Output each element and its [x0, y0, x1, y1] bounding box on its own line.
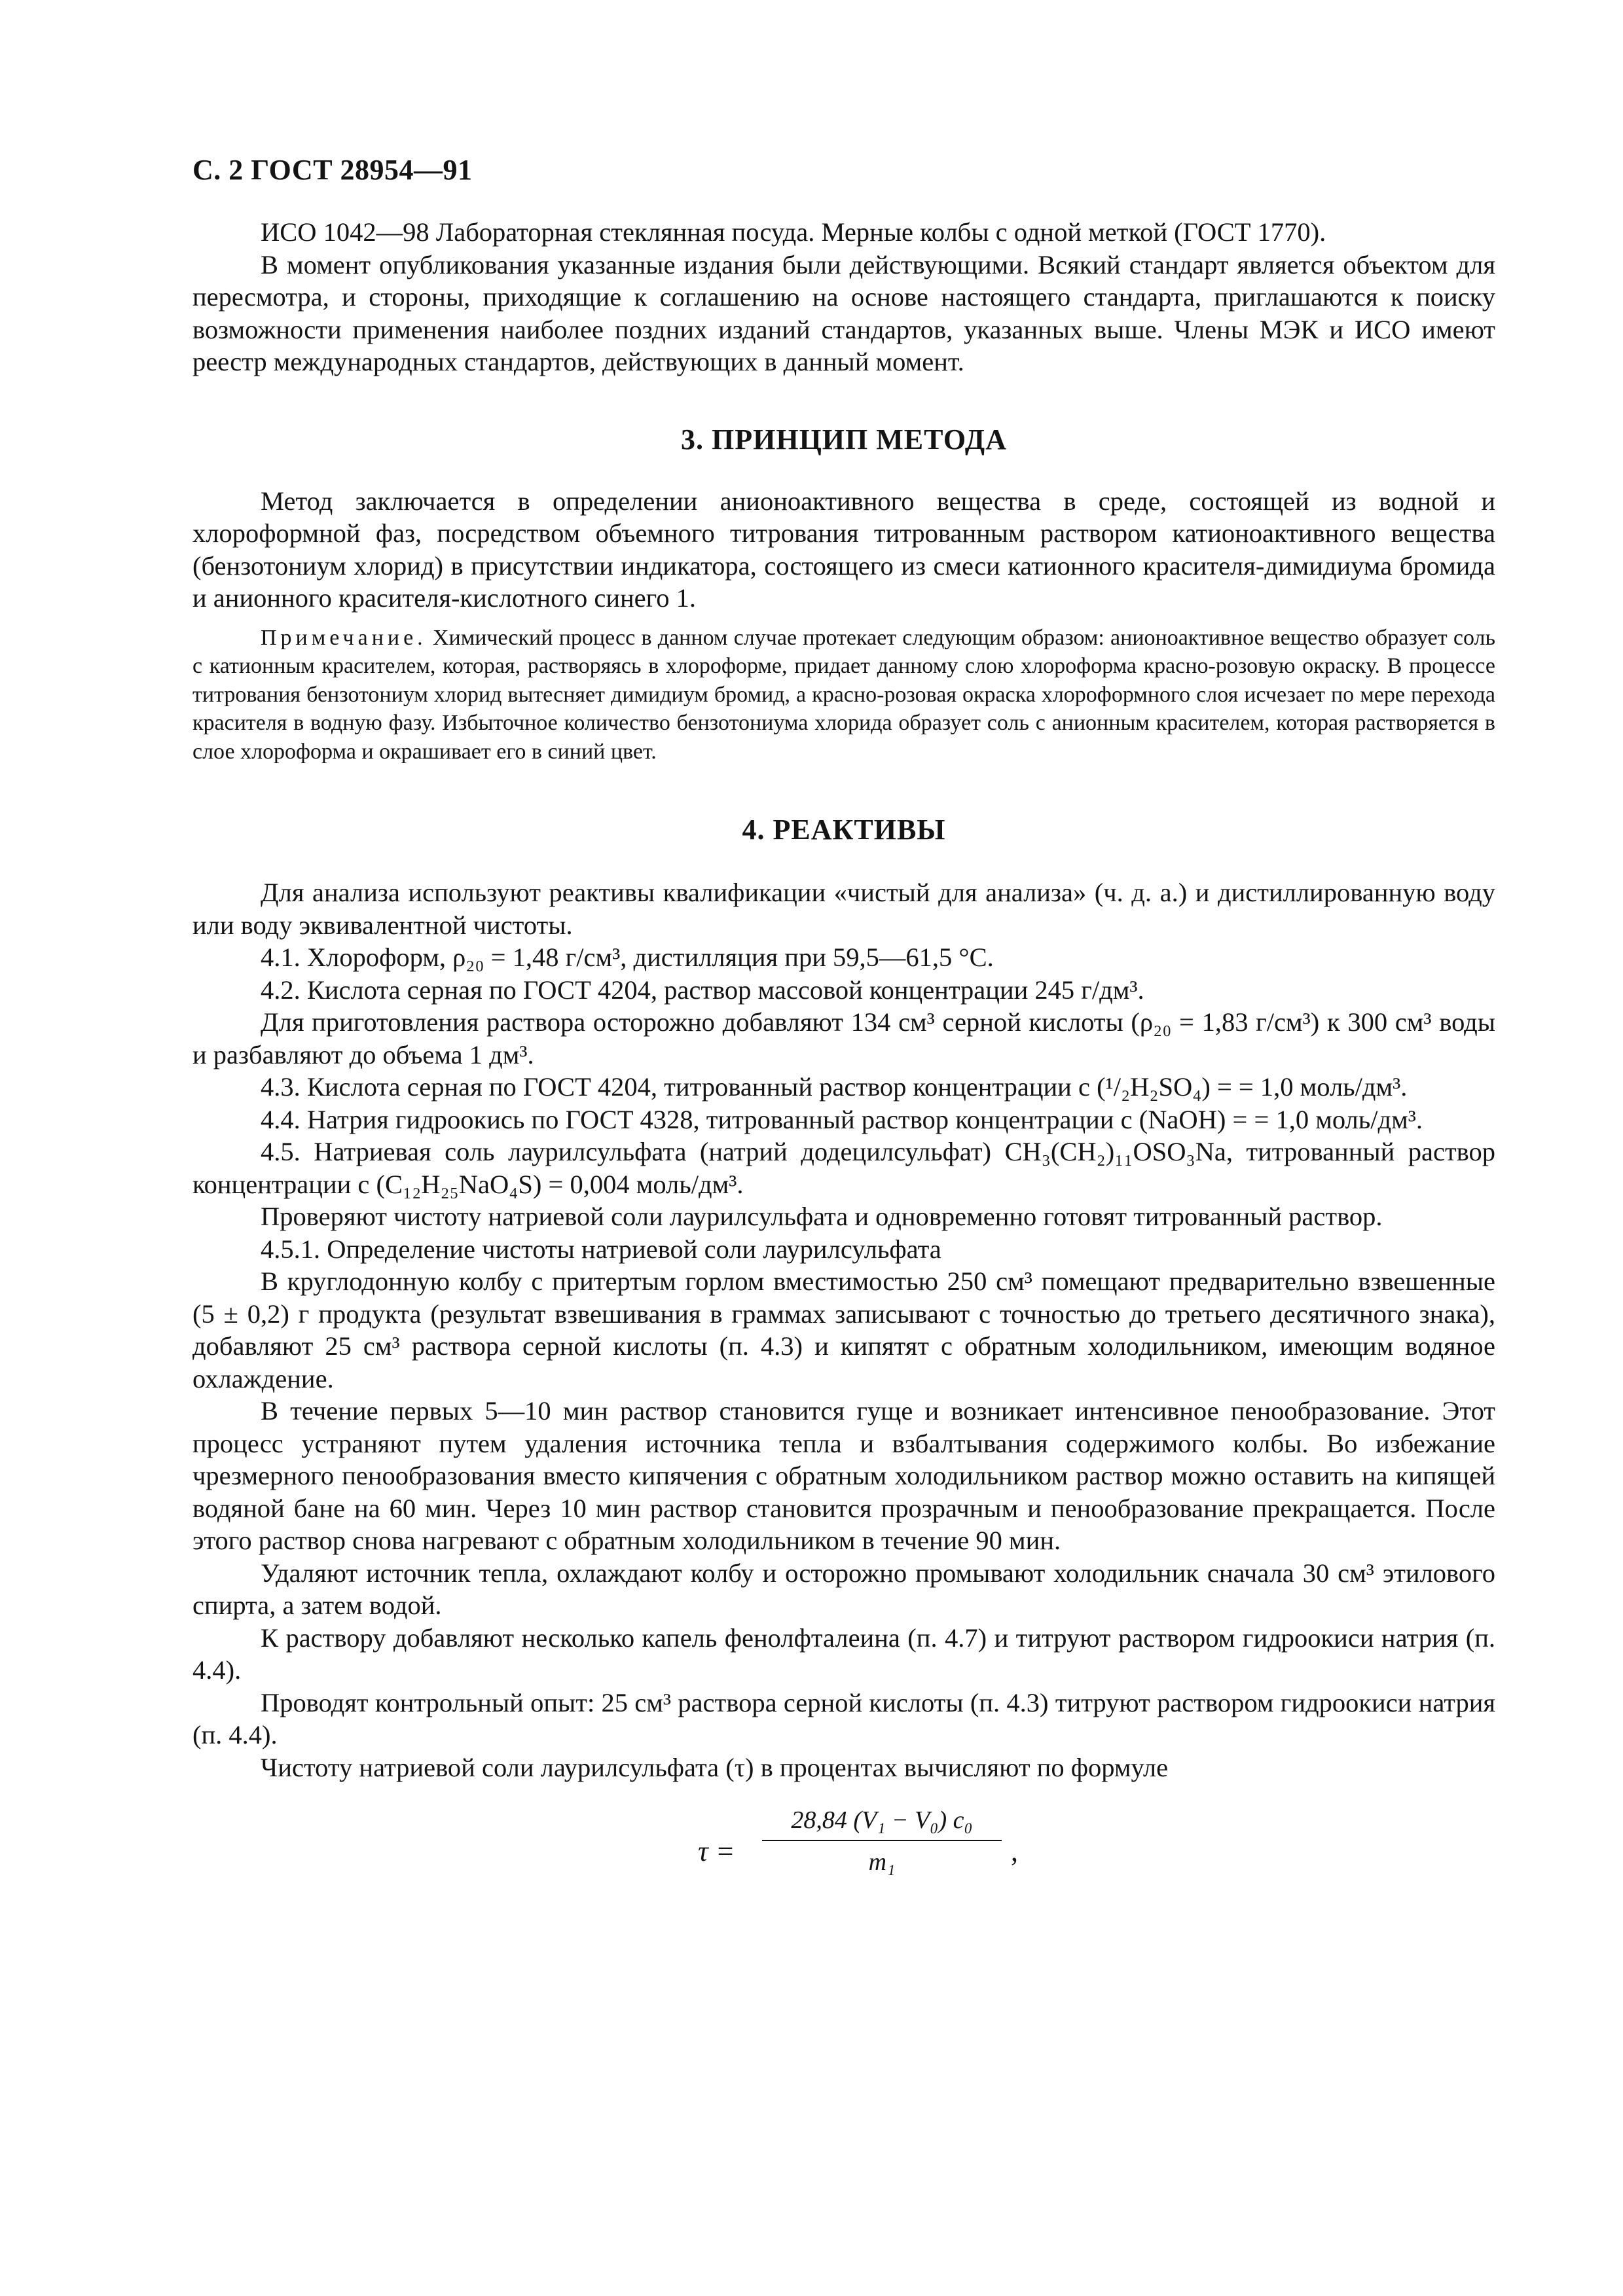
page-content — [192, 216, 1495, 1912]
formula-lhs: τ = — [698, 1835, 735, 1867]
item-4-2: 4.2. Кислота серная по ГОСТ 4204, раствор массовой концентрации 245 г/дм³. — [261, 975, 1144, 1005]
intro-paragraph-1: ИСО 1042—98 Лабораторная стеклянная посуда. Мерные колбы с одной меткой (ГОСТ 1770). — [261, 217, 1326, 247]
formula-intro: Чистоту натриевой соли лаурилсульфата (τ) в процентах вычисляют по формуле — [261, 1752, 1169, 1782]
note-label: Примечание. — [261, 625, 427, 650]
procedure-paragraph-5: Проводят контрольный опыт: 25 см³ раствора серной кислоты (п. 4.3) титруют раствором гидроокиси натрия (п. 4.4). — [192, 1687, 1495, 1749]
formula-denominator: m₁ — [868, 1848, 896, 1876]
formula-comma: , — [1011, 1835, 1018, 1867]
section-3-note — [192, 624, 1495, 766]
note-text: Химический процесс в данном случае протекает следующим образом: анионоактивное вещество образует соль с катионным красителем, которая, растворяясь в хлороформе, придает данному слою хлороформа красно-розовую окраску. В процессе титрования бензотониум хлорид вытесняет димидиум бромид, а красно-розовая окраска хлороформного слоя исчезает по мере перехода красителя в водную фазу. Избыточное количество бензотониума хлорида образует соль с анионным красителем, которая растворяется в слое хлороформа и окрашивает его в синий цвет. — [192, 625, 1496, 764]
item-4-2-prep: Для приготовления раствора осторожно добавляют 134 см³ серной кислоты (ρ₂₀ = 1,83 г/см³) к 300 см³ воды и разбавляют до объема 1 дм³. — [192, 1007, 1495, 1069]
procedure-paragraph-4: К раствору добавляют несколько капель фенолфталеина (п. 4.7) и титруют раствором гидроокиси натрия (п. 4.4). — [192, 1623, 1495, 1685]
item-4-1: 4.1. Хлороформ, ρ₂₀ = 1,48 г/см³, дистилляция при 59,5—61,5 °С. — [261, 942, 994, 972]
page-header: С. 2 ГОСТ 28954—91 — [192, 154, 473, 186]
item-4-3: 4.3. Кислота серная по ГОСТ 4204, титрованный раствор концентрации c (¹/₂H₂SO₄) = = 1,0 моль/дм³. — [261, 1072, 1408, 1102]
item-4-5-1: 4.5.1. Определение чистоты натриевой соли лаурилсульфата — [261, 1234, 941, 1264]
formula-numerator: 28,84 (V₁ − V₀) c₀ — [762, 1806, 1002, 1841]
procedure-paragraph-2: В течение первых 5—10 мин раствор становится гуще и возникает интенсивное пенообразование. Этот процесс устраняют путем удаления источника тепла и взбалтывания содержимого колбы. Во избежание чрезмерного пенообразования вместо кипячения с обратным холодильником раствор можно оставить на кипящей водяной бане на 60 мин. Через 10 мин раствор становится прозрачным и пенообразование прекращается. После этого раствор снова нагревают с обратным холодильником в течение 90 мин. — [192, 1396, 1495, 1555]
intro-paragraph-2: В момент опубликования указанные издания были действующими. Всякий стандарт является объектом для пересмотра, и стороны, приходящие к соглашению на основе настоящего стандарта, приглашаются к поиску возможности применения наиболее поздних изданий стандартов, указанных выше. Члены МЭК и ИСО имеют реестр международных стандартов, действующих в данный момент. — [192, 249, 1495, 376]
section-3-paragraph: Метод заключается в определении анионоактивного вещества в среде, состоящей из водной и хлороформной фаз, посредством объемного титрования титрованным раствором катионоактивного вещества (бензотониум хлорид) в присутствии индикатора, состоящего из смеси катионного красителя-димидиума бромида и анионного красителя-кислотного синего 1. — [192, 486, 1495, 613]
procedure-paragraph-3: Удаляют источник тепла, охлаждают колбу и осторожно промывают холодильник сначала 30 см³ этилового спирта, а затем водой. — [192, 1558, 1495, 1620]
section-3-title: 3. ПРИНЦИП МЕТОДА — [681, 423, 1007, 456]
item-4-5-check: Проверяют чистоту натриевой соли лаурилсульфата и одновременно готовят титрованный раствор. — [261, 1202, 1383, 1231]
section-4-intro: Для анализа используют реактивы квалификации «чистый для анализа» (ч. д. а.) и дистиллированную воду или воду эквивалентной чистоты. — [192, 878, 1495, 940]
item-4-4: 4.4. Натрия гидроокись по ГОСТ 4328, титрованный раствор концентрации c (NaOH) = = 1,0 моль/дм³. — [261, 1104, 1423, 1134]
procedure-paragraph-1: В круглодонную колбу с притертым горлом вместимостью 250 см³ помещают предварительно взвешенные (5 ± 0,2) г продукта (результат взвешивания в граммах записывают с точностью до третьего десятичного знака), добавляют 25 см³ раствора серной кислоты (п. 4.3) и кипятят с обратным холодильником, имеющим водяное охлаждение. — [192, 1266, 1495, 1393]
item-4-5: 4.5. Натриевая соль лаурилсульфата (натрий додецилсульфат) CH₃(CH₂)₁₁OSO₃Na, титрованный раствор концентрации c (C₁₂H₂₅NaO₄S) = 0,004 моль/дм³. — [192, 1137, 1495, 1199]
formula-fraction — [762, 1806, 1002, 1876]
purity-formula — [192, 1801, 1495, 1912]
section-4-title: 4. РЕАКТИВЫ — [742, 814, 946, 846]
